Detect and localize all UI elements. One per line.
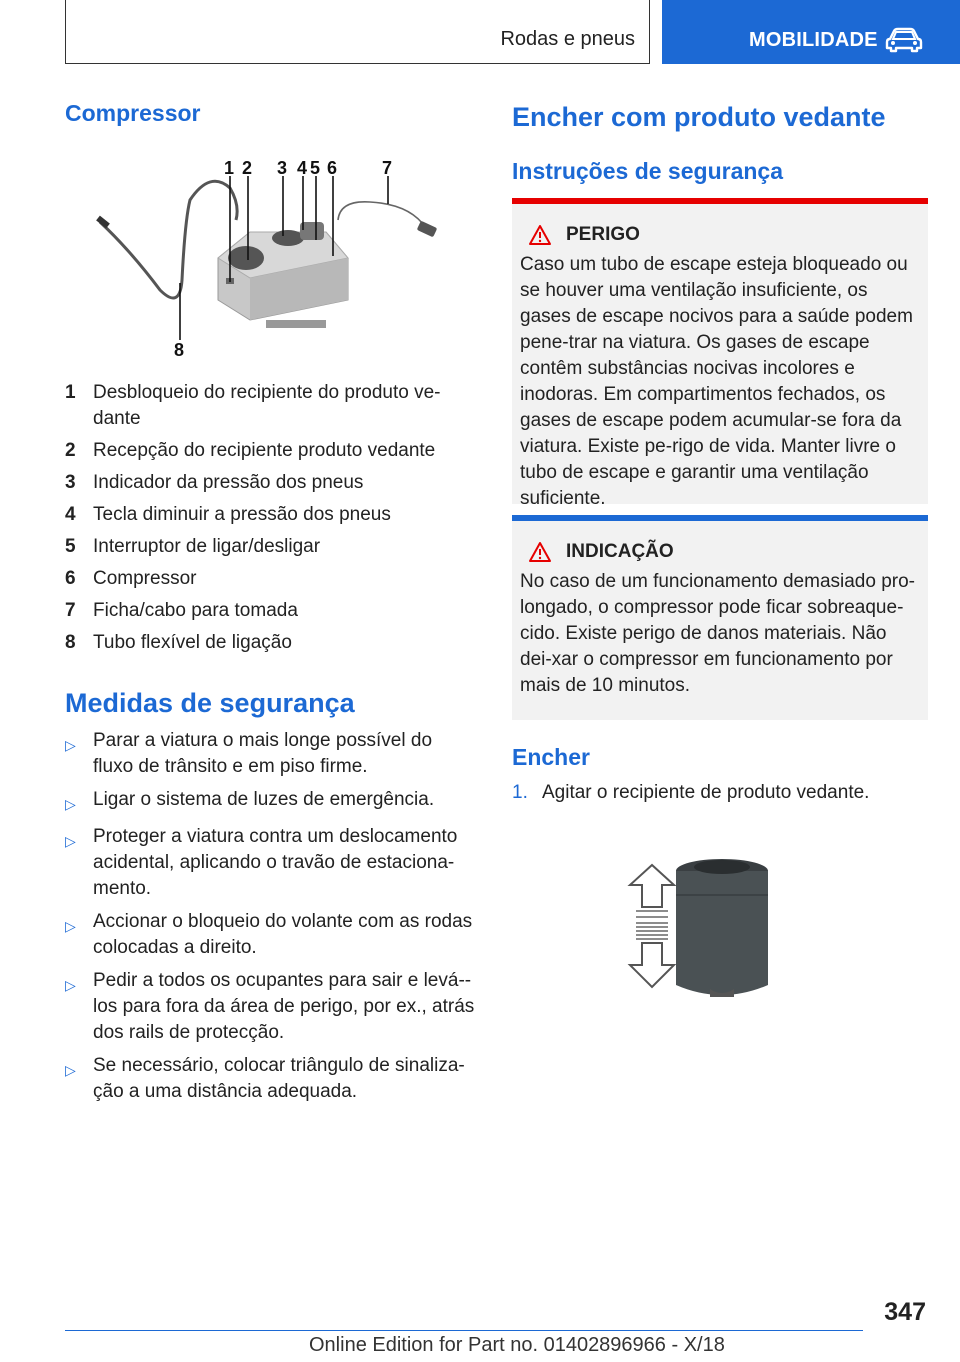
- legend-num: 7: [65, 600, 76, 621]
- page-number: 347: [884, 1298, 926, 1326]
- legend-num: 5: [65, 536, 76, 557]
- compressor-legend: [65, 380, 475, 662]
- info-text: No caso de um funcionamento demasiado pro-longado, o compressor pode ficar sobreaque-cido. Existe perigo de danos materiais. Não dei-xar o compressor em funcionamento por mais de 10 minutos.: [520, 571, 916, 696]
- bullet-triangle-icon: ▷: [65, 833, 76, 849]
- legend-text: Ficha/cabo para tomada: [93, 600, 298, 621]
- fill-heading: Encher: [512, 744, 590, 770]
- safety-item-text: Proteger a viatura contra um deslocamento acidental, aplicando o travão de estaciona-mento.: [93, 826, 458, 899]
- header-divider-left: [65, 0, 66, 64]
- danger-label: PERIGO: [566, 224, 640, 245]
- safety-item-text: Pedir a todos os ocupantes para sair e levá--los para fora da área de perigo, por ex., atrás dos rails de protecção.: [93, 970, 475, 1043]
- safety-item-text: Accionar o bloqueio do volante com as rodas colocadas a direito.: [93, 911, 473, 958]
- callout-8: 8: [174, 340, 185, 360]
- bullet-triangle-icon: ▷: [65, 918, 76, 934]
- warning-triangle-icon: [528, 224, 552, 246]
- safety-item: [65, 968, 477, 1046]
- safety-item-text: Se necessário, colocar triângulo de sinaliza-ção a uma distância adequada.: [93, 1055, 465, 1102]
- legend-text: Recepção do recipiente produto vedante: [93, 440, 436, 461]
- legend-item: [65, 380, 475, 432]
- danger-notice: [512, 198, 928, 509]
- safety-item: [65, 824, 477, 902]
- safety-heading: Medidas de segurança: [65, 688, 355, 718]
- sealant-heading: Encher com produto vedante: [512, 102, 886, 132]
- sealant-bottle-figure: [610, 855, 780, 1005]
- callout-5: 5: [310, 160, 321, 178]
- legend-num: 3: [65, 472, 76, 493]
- compressor-figure: [90, 160, 450, 360]
- compressor-heading: Compressor: [65, 100, 201, 126]
- callout-6: 6: [327, 160, 338, 178]
- legend-item: [65, 566, 475, 592]
- header-chapter-label: MOBILIDADE: [749, 29, 878, 51]
- legend-num: 2: [65, 440, 76, 461]
- step-text: Agitar o recipiente de produto vedante.: [542, 782, 870, 803]
- legend-text: Indicador da pressão dos pneus: [93, 472, 364, 493]
- legend-item: [65, 438, 475, 464]
- legend-num: 8: [65, 632, 76, 653]
- legend-text: Compressor: [93, 568, 197, 589]
- legend-item: [65, 534, 475, 560]
- callout-2: 2: [242, 160, 253, 178]
- info-label: INDICAÇÃO: [566, 541, 674, 562]
- footer-edition: Online Edition for Part no. 01402896966 - X/18: [309, 1334, 725, 1356]
- fill-steps: [512, 780, 928, 806]
- safety-item-text: Ligar o sistema de luzes de emergência.: [93, 789, 435, 810]
- bullet-triangle-icon: ▷: [65, 977, 76, 993]
- danger-text: Caso um tubo de escape esteja bloqueado ou se houver uma ventilação insuficiente, os gases de escape nocivos para a saúde podem pene-trar na viatura. Os gases de escape contêm substâncias nocivas incolores e inodoras. Em compartimentos fechados, os gases de escape podem acumular-se fora da viatura. Existe pe-rigo de vida. Manter livre o tubo de escape e garantir uma ventilação suficiente.: [520, 254, 913, 509]
- legend-text: Interruptor de ligar/desligar: [93, 536, 321, 557]
- callout-7: 7: [382, 160, 393, 178]
- legend-num: 1: [65, 382, 76, 403]
- safety-item: [65, 728, 477, 780]
- step-number: 1.: [512, 782, 528, 803]
- safety-instructions-subheading: Instruções de segurança: [512, 158, 783, 184]
- legend-item: [65, 630, 475, 656]
- callout-3: 3: [277, 160, 288, 178]
- legend-item: [65, 598, 475, 624]
- legend-text: Desbloqueio do recipiente do produto ve-dante: [93, 382, 441, 429]
- safety-list: [65, 728, 477, 1112]
- safety-item: [65, 1053, 477, 1105]
- callout-1: 1: [224, 160, 235, 178]
- bullet-triangle-icon: ▷: [65, 737, 76, 753]
- legend-num: 6: [65, 568, 76, 589]
- legend-num: 4: [65, 504, 76, 525]
- bullet-triangle-icon: ▷: [65, 796, 76, 812]
- car-icon: [884, 27, 924, 53]
- step-item: [512, 780, 928, 806]
- left-column: [65, 100, 475, 127]
- warning-triangle-icon: [528, 541, 552, 563]
- header-section-title: Rodas e pneus: [500, 28, 635, 50]
- footer-divider: [65, 1330, 863, 1331]
- legend-text: Tecla diminuir a pressão dos pneus: [93, 504, 391, 525]
- legend-text: Tubo flexível de ligação: [93, 632, 292, 653]
- header-divider-bottom: [65, 63, 650, 64]
- bullet-triangle-icon: ▷: [65, 1062, 76, 1078]
- safety-item-text: Parar a viatura o mais longe possível do fluxo de trânsito e em piso firme.: [93, 730, 433, 777]
- callout-4: 4: [297, 160, 308, 178]
- safety-item: [65, 909, 477, 961]
- safety-item: [65, 787, 477, 817]
- legend-item: [65, 470, 475, 496]
- header-divider-right: [649, 0, 650, 64]
- legend-item: [65, 502, 475, 528]
- info-notice: [512, 515, 928, 720]
